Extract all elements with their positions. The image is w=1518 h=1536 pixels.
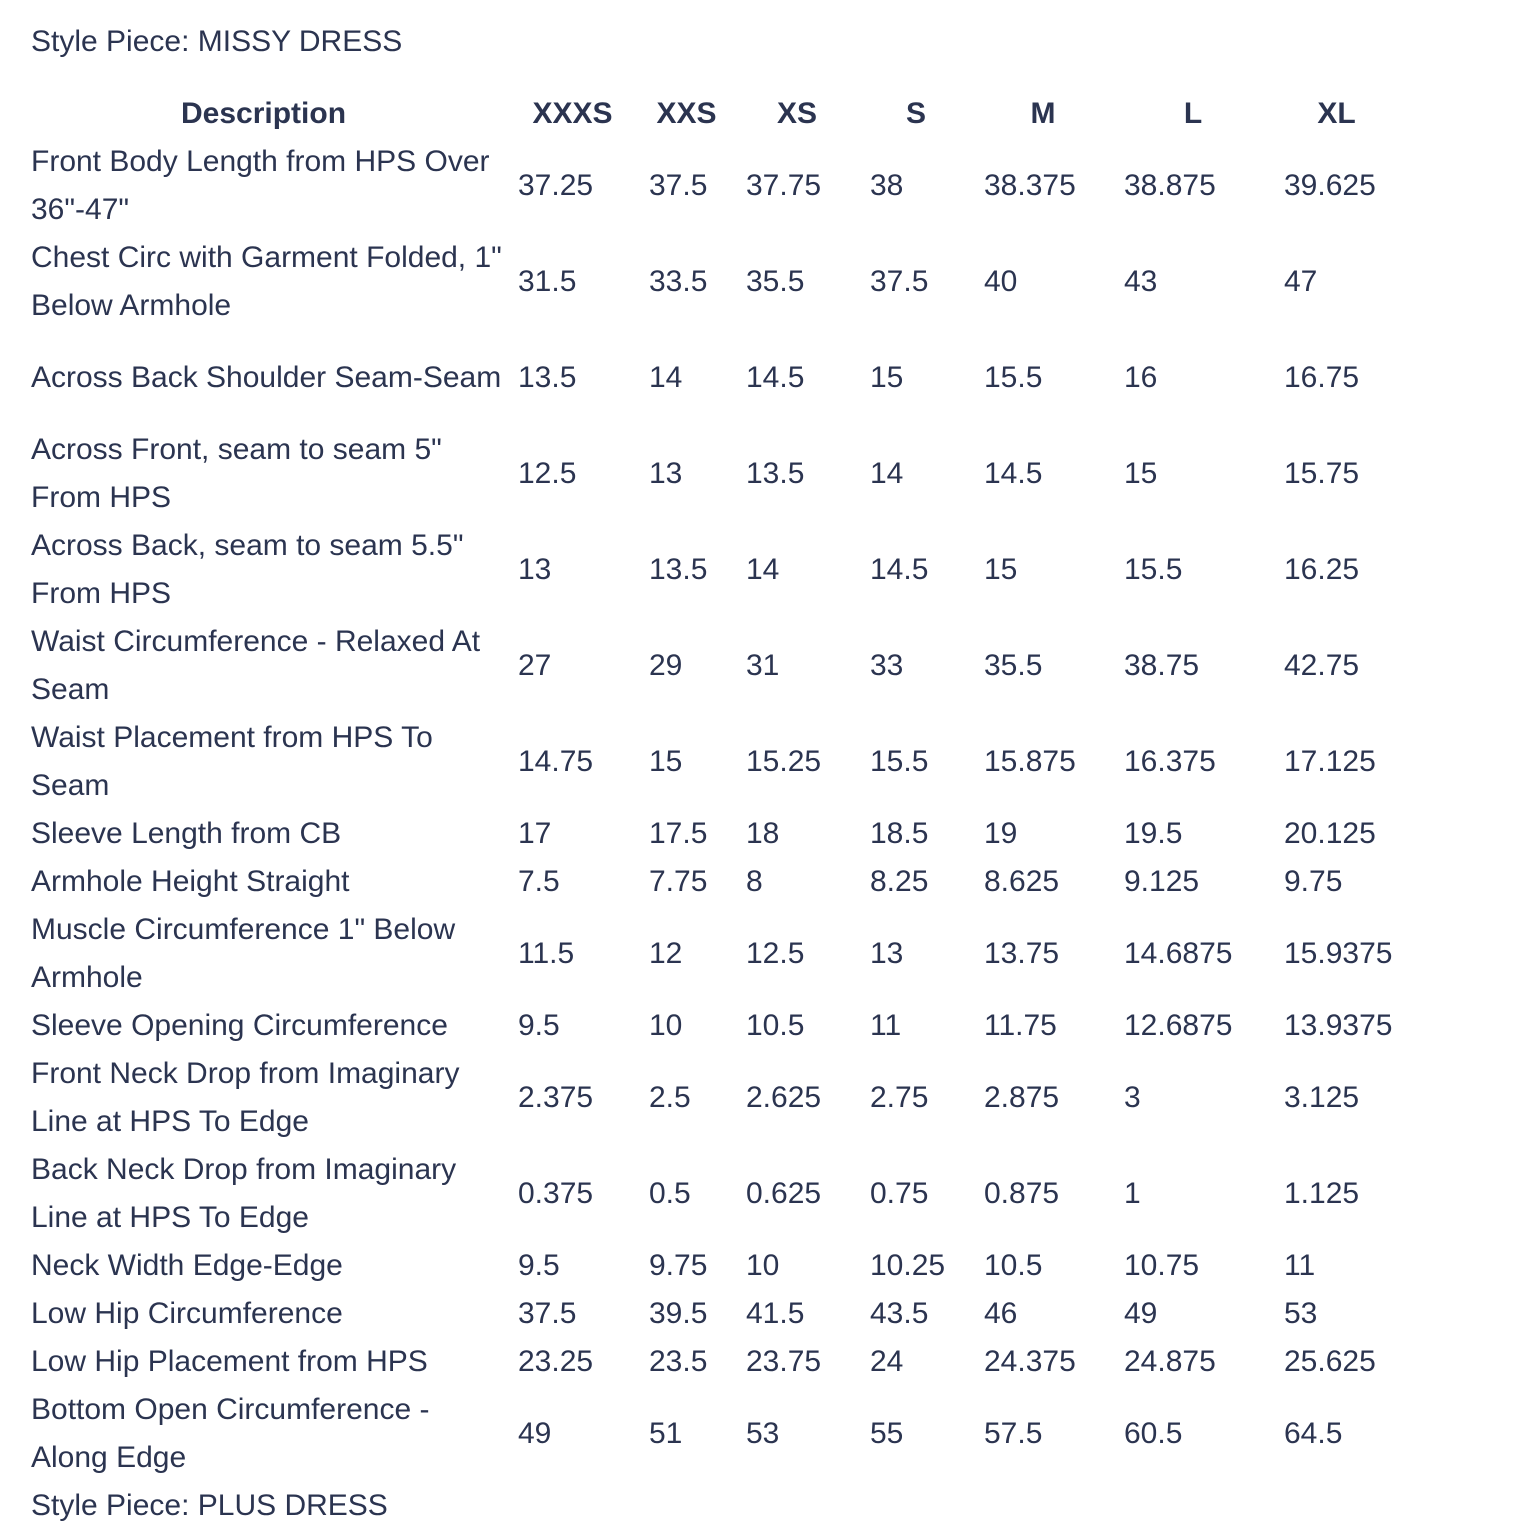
value-size-l: 38.875 xyxy=(1124,169,1216,202)
value-size-xxxs: 12.5 xyxy=(518,457,577,490)
measurement-description: Low Hip Circumference xyxy=(31,1297,343,1330)
value-size-xxs: 37.5 xyxy=(649,169,708,202)
header-size-m: M xyxy=(1030,97,1056,130)
value-size-xxs: 7.75 xyxy=(649,865,708,898)
value-size-xs: 41.5 xyxy=(746,1297,805,1330)
value-size-xs: 18 xyxy=(746,817,780,850)
value-size-m: 2.875 xyxy=(984,1081,1060,1114)
value-size-xxs: 13.5 xyxy=(649,553,708,586)
value-size-xxxs: 2.375 xyxy=(518,1081,594,1114)
value-size-s: 2.75 xyxy=(870,1081,929,1114)
value-size-xxs: 10 xyxy=(649,1009,683,1042)
measurement-description: Sleeve Opening Circumference xyxy=(31,1009,448,1042)
table-body xyxy=(20,138,1400,1482)
table-row xyxy=(20,906,1400,1002)
value-size-m: 0.875 xyxy=(984,1177,1060,1210)
value-size-s: 14.5 xyxy=(870,553,929,586)
measurement-description: Waist Placement from HPS To Seam xyxy=(31,721,433,802)
value-size-xl: 17.125 xyxy=(1284,745,1376,778)
table-row xyxy=(20,1002,1400,1050)
value-size-l: 43 xyxy=(1124,265,1158,298)
value-size-xl: 64.5 xyxy=(1284,1417,1343,1450)
value-size-xxxs: 17 xyxy=(518,817,552,850)
value-size-xxs: 51 xyxy=(649,1417,683,1450)
measurement-description: Across Front, seam to seam 5" From HPS xyxy=(31,433,442,514)
value-size-s: 38 xyxy=(870,169,904,202)
value-size-s: 8.25 xyxy=(870,865,929,898)
value-size-xxs: 0.5 xyxy=(649,1177,691,1210)
value-size-s: 24 xyxy=(870,1345,904,1378)
value-size-xl: 9.75 xyxy=(1284,865,1343,898)
table-row xyxy=(20,618,1400,714)
value-size-xl: 15.75 xyxy=(1284,457,1360,490)
value-size-s: 37.5 xyxy=(870,265,929,298)
value-size-xxxs: 0.375 xyxy=(518,1177,594,1210)
value-size-xxs: 33.5 xyxy=(649,265,708,298)
value-size-s: 13 xyxy=(870,937,904,970)
table-row xyxy=(20,1146,1400,1242)
value-size-m: 15 xyxy=(984,553,1018,586)
measurement-description: Across Back, seam to seam 5.5" From HPS xyxy=(31,529,464,610)
value-size-s: 0.75 xyxy=(870,1177,929,1210)
value-size-xxs: 15 xyxy=(649,745,683,778)
value-size-xs: 0.625 xyxy=(746,1177,822,1210)
value-size-xxxs: 31.5 xyxy=(518,265,577,298)
value-size-xs: 53 xyxy=(746,1417,780,1450)
measurement-description: Front Neck Drop from Imaginary Line at HPS To Edge xyxy=(31,1057,460,1138)
value-size-xs: 12.5 xyxy=(746,937,805,970)
value-size-l: 15 xyxy=(1124,457,1158,490)
header-size-xxxs: XXXS xyxy=(532,97,613,130)
style-piece-missy-title: Style Piece: MISSY DRESS xyxy=(31,25,403,58)
value-size-l: 60.5 xyxy=(1124,1417,1183,1450)
value-size-s: 14 xyxy=(870,457,904,490)
value-size-m: 40 xyxy=(984,265,1018,298)
table-row xyxy=(20,330,1400,426)
value-size-xl: 42.75 xyxy=(1284,649,1360,682)
value-size-xxxs: 49 xyxy=(518,1417,552,1450)
value-size-xs: 31 xyxy=(746,649,780,682)
value-size-xxxs: 37.5 xyxy=(518,1297,577,1330)
value-size-xs: 15.25 xyxy=(746,745,822,778)
value-size-xxs: 13 xyxy=(649,457,683,490)
table-row xyxy=(20,810,1400,858)
measurement-description: Front Body Length from HPS Over 36"-47" xyxy=(31,145,490,226)
measurement-description: Chest Circ with Garment Folded, 1" Below Armhole xyxy=(31,241,502,322)
value-size-l: 24.875 xyxy=(1124,1345,1216,1378)
value-size-xl: 20.125 xyxy=(1284,817,1376,850)
measurement-description: Waist Circumference - Relaxed At Seam xyxy=(31,625,481,706)
value-size-l: 12.6875 xyxy=(1124,1009,1233,1042)
value-size-l: 16.375 xyxy=(1124,745,1216,778)
value-size-m: 15.875 xyxy=(984,745,1076,778)
value-size-m: 38.375 xyxy=(984,169,1076,202)
value-size-s: 18.5 xyxy=(870,817,929,850)
measurement-description: Back Neck Drop from Imaginary Line at HPS To Edge xyxy=(31,1153,457,1234)
value-size-xxs: 12 xyxy=(649,937,683,970)
value-size-xl: 16.75 xyxy=(1284,361,1360,394)
value-size-s: 55 xyxy=(870,1417,904,1450)
table-row xyxy=(20,1338,1400,1386)
value-size-xxxs: 27 xyxy=(518,649,552,682)
value-size-xxs: 17.5 xyxy=(649,817,708,850)
value-size-xl: 53 xyxy=(1284,1297,1318,1330)
size-spec-table xyxy=(20,90,1400,1482)
table-row xyxy=(20,1386,1400,1482)
header-size-s: S xyxy=(905,97,926,130)
value-size-xs: 8 xyxy=(746,865,763,898)
value-size-xl: 39.625 xyxy=(1284,169,1376,202)
value-size-m: 57.5 xyxy=(984,1417,1043,1450)
value-size-xl: 11 xyxy=(1284,1249,1316,1282)
value-size-s: 10.25 xyxy=(870,1249,946,1282)
value-size-xl: 3.125 xyxy=(1284,1081,1360,1114)
measurement-description: Neck Width Edge-Edge xyxy=(31,1249,343,1282)
value-size-l: 15.5 xyxy=(1124,553,1183,586)
measurement-description: Bottom Open Circumference - Along Edge xyxy=(31,1393,430,1474)
value-size-xl: 25.625 xyxy=(1284,1345,1376,1378)
table-header-row xyxy=(20,90,1400,138)
value-size-xxxs: 9.5 xyxy=(518,1249,560,1282)
table-row xyxy=(20,426,1400,522)
measurement-description: Low Hip Placement from HPS xyxy=(31,1345,428,1378)
value-size-m: 46 xyxy=(984,1297,1018,1330)
table-row xyxy=(20,858,1400,906)
value-size-s: 33 xyxy=(870,649,904,682)
value-size-m: 10.5 xyxy=(984,1249,1043,1282)
table-row xyxy=(20,138,1400,234)
value-size-l: 1 xyxy=(1124,1177,1141,1210)
table-row xyxy=(20,522,1400,618)
value-size-l: 14.6875 xyxy=(1124,937,1233,970)
header-size-l: L xyxy=(1183,97,1203,130)
value-size-xxs: 23.5 xyxy=(649,1345,708,1378)
value-size-l: 10.75 xyxy=(1124,1249,1200,1282)
measurement-description: Across Back Shoulder Seam-Seam xyxy=(31,361,502,394)
value-size-xxs: 14 xyxy=(649,361,683,394)
value-size-xs: 14.5 xyxy=(746,361,805,394)
value-size-l: 49 xyxy=(1124,1297,1158,1330)
value-size-xxs: 39.5 xyxy=(649,1297,708,1330)
value-size-xl: 47 xyxy=(1284,265,1318,298)
value-size-xs: 14 xyxy=(746,553,780,586)
value-size-m: 11.75 xyxy=(984,1009,1057,1042)
value-size-l: 38.75 xyxy=(1124,649,1200,682)
value-size-l: 9.125 xyxy=(1124,865,1200,898)
measurement-description: Sleeve Length from CB xyxy=(31,817,342,850)
value-size-xs: 2.625 xyxy=(746,1081,822,1114)
value-size-xxs: 29 xyxy=(649,649,683,682)
measurement-description: Armhole Height Straight xyxy=(31,865,350,898)
table-row xyxy=(20,1242,1400,1290)
value-size-xxxs: 7.5 xyxy=(518,865,560,898)
style-piece-plus-title: Style Piece: PLUS DRESS xyxy=(31,1489,388,1522)
value-size-xs: 35.5 xyxy=(746,265,805,298)
value-size-xl: 1.125 xyxy=(1284,1177,1360,1210)
value-size-xs: 10 xyxy=(746,1249,780,1282)
value-size-s: 43.5 xyxy=(870,1297,929,1330)
table-row xyxy=(20,234,1400,330)
header-size-xs: XS xyxy=(776,97,818,130)
value-size-m: 24.375 xyxy=(984,1345,1076,1378)
value-size-xl: 13.9375 xyxy=(1284,1009,1393,1042)
measurement-description: Muscle Circumference 1" Below Armhole xyxy=(31,913,456,994)
table-row xyxy=(20,714,1400,810)
value-size-xxxs: 23.25 xyxy=(518,1345,594,1378)
value-size-s: 15.5 xyxy=(870,745,929,778)
value-size-xxxs: 37.25 xyxy=(518,169,594,202)
table-row xyxy=(20,1050,1400,1146)
value-size-xxxs: 13 xyxy=(518,553,552,586)
value-size-m: 35.5 xyxy=(984,649,1043,682)
table-row xyxy=(20,1290,1400,1338)
value-size-l: 19.5 xyxy=(1124,817,1183,850)
header-description: Description xyxy=(180,97,347,130)
value-size-xxs: 9.75 xyxy=(649,1249,708,1282)
value-size-xl: 15.9375 xyxy=(1284,937,1393,970)
header-size-xxs: XXS xyxy=(656,97,717,130)
value-size-m: 14.5 xyxy=(984,457,1043,490)
value-size-l: 3 xyxy=(1124,1081,1141,1114)
value-size-xl: 16.25 xyxy=(1284,553,1360,586)
value-size-xs: 13.5 xyxy=(746,457,805,490)
value-size-xs: 23.75 xyxy=(746,1345,822,1378)
value-size-s: 15 xyxy=(870,361,904,394)
value-size-xxs: 2.5 xyxy=(649,1081,691,1114)
value-size-l: 16 xyxy=(1124,361,1158,394)
value-size-m: 8.625 xyxy=(984,865,1060,898)
value-size-m: 15.5 xyxy=(984,361,1043,394)
value-size-xs: 10.5 xyxy=(746,1009,805,1042)
value-size-xxxs: 11.5 xyxy=(518,937,575,970)
header-size-xl: XL xyxy=(1317,97,1356,130)
value-size-xs: 37.75 xyxy=(746,169,822,202)
value-size-xxxs: 14.75 xyxy=(518,745,594,778)
value-size-s: 11 xyxy=(870,1009,902,1042)
value-size-m: 19 xyxy=(984,817,1018,850)
value-size-xxxs: 13.5 xyxy=(518,361,577,394)
value-size-m: 13.75 xyxy=(984,937,1060,970)
value-size-xxxs: 9.5 xyxy=(518,1009,560,1042)
